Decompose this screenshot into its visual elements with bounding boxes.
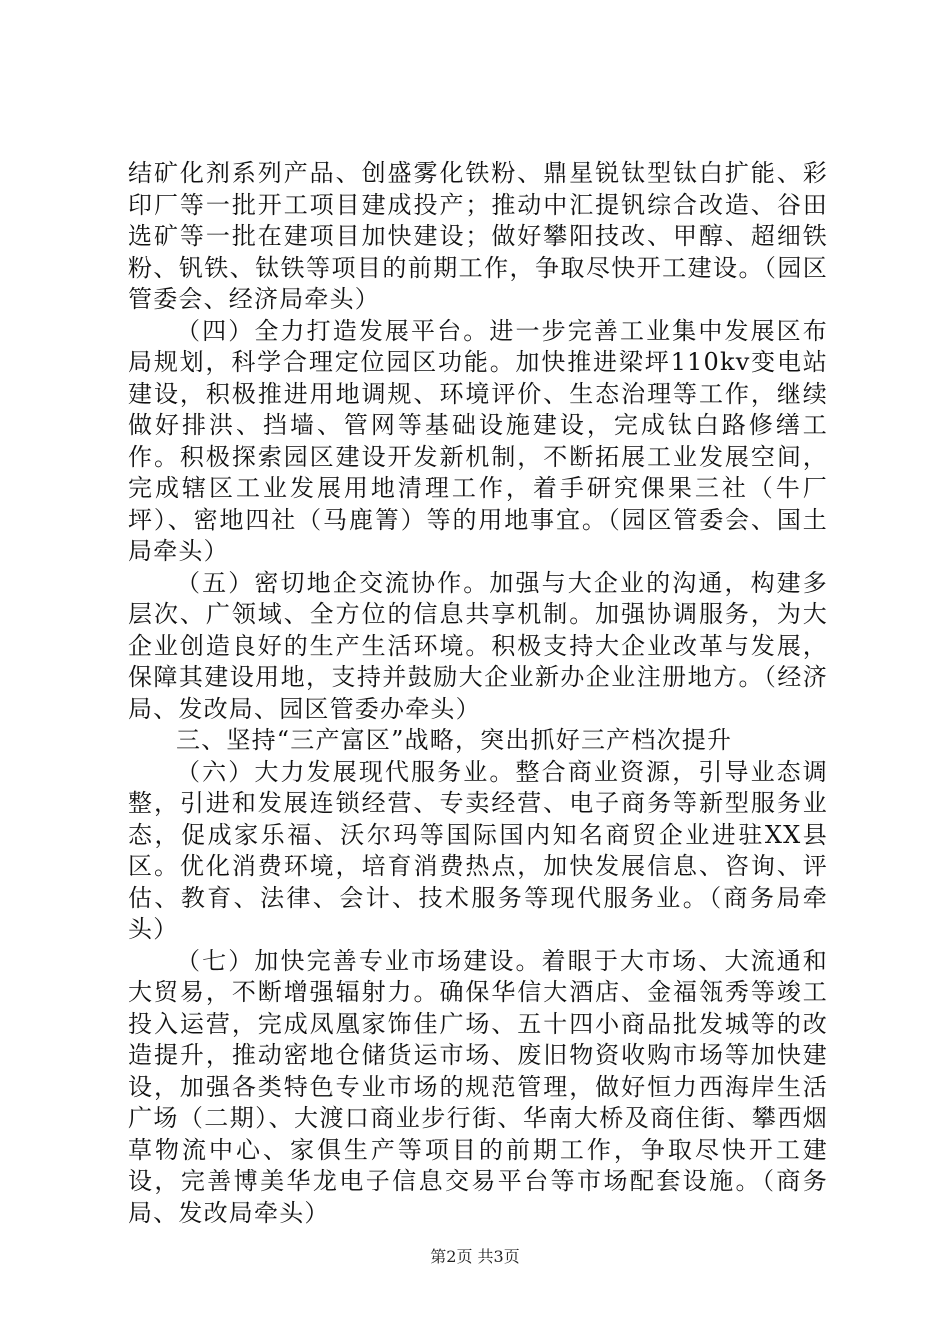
paragraph-continuation: 结矿化剂系列产品、创盛雾化铁粉、鼎星锐钛型钛白扩能、彩印厂等一批开工项目建成投产；推动中汇提钒综合改造、谷田选矿等一批在建项目加快建设；做好攀阳技改、甲醇、超细铁粉、钒铁、钛铁等项目的前期工作，争取尽快开工建设。（园区管委会、经济局牵头） (128, 159, 828, 313)
paragraph-section-6: （六）大力发展现代服务业。整合商业资源，引导业态调整，引进和发展连锁经营、专卖经营、电子商务等新型服务业态，促成家乐福、沃尔玛等国际国内知名商贸企业进驻XX县区。优化消费环境，培育消费热点，加快发展信息、咨询、评估、教育、法律、会计、技术服务等现代服务业。（商务局牵头） (128, 757, 828, 943)
paragraph-section-5: （五）密切地企交流协作。加强与大企业的沟通，构建多层次、广领域、全方位的信息共享机制。加强协调服务，为大企业创造良好的生产生活环境。积极支持大企业改革与发展，保障其建设用地，支持并鼓励大企业新办企业注册地方。（经济局、发改局、园区管委办牵头） (128, 568, 828, 723)
page-number-footer: 第2页 共3页 (430, 1247, 520, 1266)
paragraph-section-4: （四）全力打造发展平台。进一步完善工业集中发展区布局规划，科学合理定位园区功能。加快推进梁坪110kv变电站建设，积极推进用地调规、环境评价、生态治理等工作，继续做好排洪、挡墙、管网等基础设施建设，完成钛白路修缮工作。积极探索园区建设开发新机制，不断拓展工业发展空间，完成辖区工业发展用地清理工作，着手研究倮果三社（牛厂坪）、密地四社（马鹿箐）等的用地事宜。（园区管委会、国土局牵头） (128, 316, 828, 565)
section-heading-3: 三、坚持“三产富区”战略，突出抓好三产档次提升 (176, 726, 733, 754)
paragraph-section-7: （七）加快完善专业市场建设。着眼于大市场、大流通和大贸易，不断增强辐射力。确保华信大酒店、金福瓴秀等竣工投入运营，完成凤凰家饰佳广场、五十四小商品批发城等的改造提升，推动密地仓储货运市场、废旧物资收购市场等加快建设，加强各类特色专业市场的规范管理，做好恒力西海岸生活广场（二期）、大渡口商业步行街、华南大桥及商住街、攀西烟草物流中心、家俱生产等项目的前期工作，争取尽快开工建设，完善博美华龙电子信息交易平台等市场配套设施。（商务局、发改局牵头） (128, 946, 828, 1227)
document-body (128, 158, 828, 1229)
